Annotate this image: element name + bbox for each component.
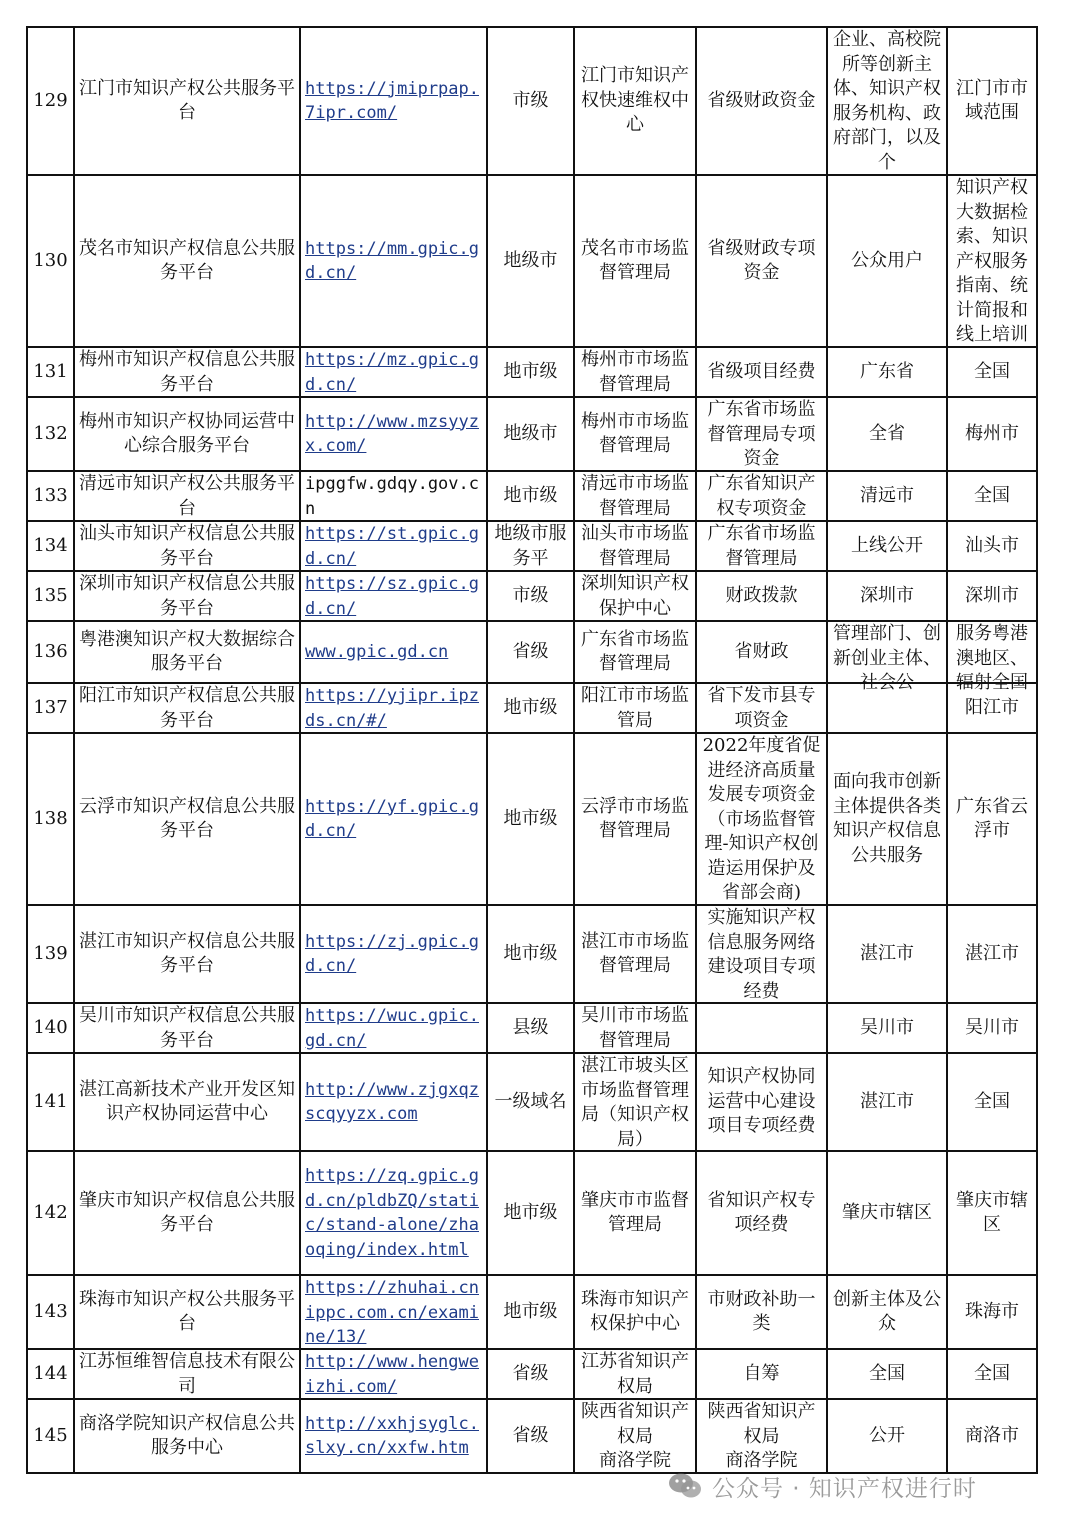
table-row [27, 571, 1037, 621]
row-number-cell [27, 521, 74, 571]
row-number-cell [27, 471, 74, 521]
platform-level-cell [487, 27, 574, 175]
platform-name-text: 深圳市知识产权信息公共服务平台 [79, 573, 295, 619]
platform-name-cell [74, 347, 300, 397]
table-row [27, 27, 1037, 175]
platform-url-cell[interactable] [300, 175, 487, 347]
platform-name-text: 湛江高新技术产业开发区知识产权协同运营中心 [79, 1078, 295, 1124]
service-area-text: 江门市市域范围 [956, 77, 1028, 123]
service-area-cell [947, 621, 1037, 693]
platform-name-cell [74, 1399, 300, 1473]
platform-name-text: 肇庆市知识产权信息公共服务平台 [79, 1189, 295, 1235]
row-number-text: 131 [33, 360, 68, 382]
funding-source-cell [696, 1275, 827, 1349]
operating-org-text: 江门市知识产权快速维权中心 [581, 65, 689, 136]
service-users-cell [827, 571, 947, 621]
funding-source-cell [696, 175, 827, 347]
platform-table [26, 26, 1038, 1474]
row-number-text: 134 [33, 534, 68, 556]
service-area-text: 吴川市 [965, 1016, 1019, 1038]
platform-url-text[interactable]: http://www.zjgxqzscqyyzx.com [305, 1079, 479, 1124]
operating-org-text: 清远市市场监督管理局 [581, 473, 689, 519]
service-area-cell [947, 1053, 1037, 1151]
platform-level-cell [487, 1003, 574, 1053]
row-number-text: 130 [33, 249, 68, 271]
service-area-text: 全国 [974, 1090, 1010, 1112]
row-number-cell [27, 905, 74, 1003]
funding-source-cell [696, 397, 827, 471]
operating-org-text: 汕头市市场监督管理局 [581, 523, 689, 569]
platform-level-text: 市级 [512, 584, 549, 606]
funding-source-text: 市财政补助一类 [707, 1288, 816, 1334]
platform-name-text: 茂名市知识产权信息公共服务平台 [79, 237, 295, 283]
platform-url-text[interactable]: https://jmiprpap.7ipr.com/ [305, 78, 479, 123]
funding-source-text: 广东省市场监督管理局 [707, 523, 816, 569]
platform-name-cell [74, 397, 300, 471]
service-users-text: 面向我市创新主体提供各类知识产权信息公共服务 [833, 771, 941, 866]
operating-org-text: 阳江市市场监管局 [581, 685, 689, 731]
operating-org-text: 吴川市市场监督管理局 [581, 1005, 689, 1051]
watermark [668, 1470, 977, 1502]
platform-name-cell [74, 905, 300, 1003]
service-area-text: 知识产权大数据检索、知识产权服务指南、统计简报和线上培训 [956, 177, 1028, 345]
service-users-text: 公开 [869, 1424, 905, 1446]
service-area-cell [947, 27, 1037, 175]
table-row [27, 733, 1037, 905]
platform-name-text: 汕头市知识产权信息公共服务平台 [79, 523, 295, 569]
platform-name-cell [74, 1349, 300, 1399]
row-number-text: 142 [33, 1201, 68, 1223]
platform-name-cell [74, 27, 300, 175]
row-number-text: 136 [33, 640, 68, 662]
operating-org-cell [574, 1053, 696, 1151]
operating-org-text: 云浮市市场监督管理局 [581, 795, 689, 841]
service-area-text: 阳江市 [965, 696, 1019, 718]
table-row [27, 397, 1037, 471]
funding-source-cell [696, 571, 827, 621]
platform-url-cell[interactable] [300, 347, 487, 397]
platform-name-text: 湛江市知识产权信息公共服务平台 [79, 930, 295, 976]
funding-source-cell [696, 733, 827, 905]
platform-url-text[interactable]: http://www.mzsyyzx.com/ [305, 411, 479, 456]
service-users-cell [827, 521, 947, 571]
service-area-cell [947, 571, 1037, 621]
service-area-text: 湛江市 [965, 942, 1019, 964]
operating-org-cell [574, 347, 696, 397]
row-number-cell [27, 1349, 74, 1399]
funding-source-cell [696, 683, 827, 733]
funding-source-text: 省财政 [734, 640, 789, 662]
platform-level-cell [487, 471, 574, 521]
service-users-text: 全省 [869, 422, 905, 444]
service-area-text: 商洛市 [965, 1424, 1019, 1446]
row-number-text: 139 [33, 942, 68, 964]
service-users-text: 深圳市 [860, 584, 914, 606]
platform-level-cell [487, 397, 574, 471]
platform-url-cell[interactable] [300, 733, 487, 905]
service-area-text: 服务粤港澳地区、辐射全国 [956, 623, 1028, 693]
service-area-text: 肇庆市辖区 [956, 1189, 1028, 1235]
platform-name-cell [74, 175, 300, 347]
platform-url-text[interactable]: https://zq.gpic.gd.cn/pldbZQ/static/stand-alone/zhaoqing/index.html [305, 1166, 479, 1260]
platform-level-cell [487, 621, 574, 683]
service-users-cell [827, 1003, 947, 1053]
operating-org-text: 梅州市市场监督管理局 [581, 349, 689, 395]
platform-url-cell[interactable] [300, 571, 487, 621]
service-area-cell [947, 1399, 1037, 1473]
row-number-cell [27, 621, 74, 683]
platform-level-cell [487, 1399, 574, 1473]
table-row [27, 1349, 1037, 1399]
row-number-cell [27, 347, 74, 397]
operating-org-cell [574, 397, 696, 471]
platform-url-text[interactable]: https://zhuhai.cnippc.com.cn/examine/13/ [305, 1278, 479, 1347]
platform-url-cell[interactable] [300, 1275, 487, 1349]
funding-source-text: 省级项目经费 [707, 360, 816, 382]
operating-org-text: 肇庆市市监督管理局 [581, 1189, 689, 1235]
service-users-cell [827, 397, 947, 471]
operating-org-cell [574, 471, 696, 521]
row-number-text: 132 [33, 422, 68, 444]
service-users-text: 清远市 [860, 484, 914, 506]
funding-source-text: 2022年度省促进经济高质量发展专项资金（市场监督管理-知识产权创造运用保护及省部会商) [702, 735, 821, 903]
row-number-cell [27, 1275, 74, 1349]
service-area-text: 深圳市 [965, 584, 1019, 606]
operating-org-text: 深圳知识产权保护中心 [581, 573, 689, 619]
platform-name-text: 云浮市知识产权信息公共服务平台 [79, 795, 295, 841]
platform-level-text: 地市级 [503, 360, 558, 382]
platform-name-text: 江门市知识产权公共服务平台 [79, 77, 295, 123]
service-area-cell [947, 1275, 1037, 1349]
service-users-text: 湛江市 [860, 942, 914, 964]
funding-source-cell [696, 1349, 827, 1399]
platform-level-cell [487, 1151, 574, 1275]
service-users-text: 全国 [869, 1362, 905, 1384]
service-area-cell [947, 521, 1037, 571]
row-number-cell [27, 683, 74, 733]
service-area-text: 全国 [974, 360, 1010, 382]
platform-name-cell [74, 1053, 300, 1151]
table-row [27, 1275, 1037, 1349]
service-users-text: 管理部门、创新创业主体、社会公 [833, 623, 941, 693]
platform-url-text[interactable]: http://www.hengweizhi.com/ [305, 1352, 479, 1397]
service-users-cell [827, 1399, 947, 1473]
service-area-cell [947, 1151, 1037, 1275]
table-row [27, 621, 1037, 683]
platform-level-cell [487, 175, 574, 347]
platform-url-text[interactable]: http://xxhjsyglc.slxy.cn/xxfw.htm [305, 1413, 479, 1458]
funding-source-text: 省级财政资金 [707, 89, 816, 111]
platform-url-cell[interactable] [300, 397, 487, 471]
platform-name-text: 吴川市知识产权信息公共服务平台 [79, 1005, 295, 1051]
platform-name-text: 江苏恒维智信息技术有限公司 [79, 1351, 295, 1397]
service-area-cell [947, 1003, 1037, 1053]
platform-name-text: 梅州市知识产权信息公共服务平台 [79, 349, 295, 395]
operating-org-cell [574, 1151, 696, 1275]
table-row [27, 1003, 1037, 1053]
row-number-text: 141 [33, 1090, 68, 1112]
platform-level-text: 地市级 [503, 807, 558, 829]
platform-level-cell [487, 571, 574, 621]
platform-name-text: 清远市知识产权公共服务平台 [79, 473, 295, 519]
operating-org-text: 广东省市场监督管理局 [581, 628, 689, 674]
platform-name-cell [74, 1275, 300, 1349]
row-number-text: 145 [33, 1424, 68, 1446]
platform-name-cell [74, 1151, 300, 1275]
platform-level-text: 地市级 [503, 696, 558, 718]
operating-org-text: 江苏省知识产权局 [581, 1351, 689, 1397]
table-row [27, 471, 1037, 521]
platform-level-cell [487, 1053, 574, 1151]
service-users-cell [827, 1053, 947, 1151]
operating-org-text: 湛江市市场监督管理局 [581, 930, 689, 976]
platform-url-cell[interactable] [300, 521, 487, 571]
platform-url-text[interactable]: https://wuc.gpic.gd.cn/ [305, 1006, 479, 1051]
platform-url-text[interactable]: https://mm.gpic.gd.cn/ [305, 238, 479, 283]
platform-url-cell[interactable] [300, 1349, 487, 1399]
funding-source-cell [696, 1399, 827, 1473]
service-area-cell [947, 905, 1037, 1003]
operating-org-cell [574, 733, 696, 905]
operating-org-text: 珠海市知识产权保护中心 [581, 1288, 689, 1334]
operating-org-cell [574, 1399, 696, 1473]
service-area-cell [947, 471, 1037, 521]
funding-source-cell [696, 621, 827, 683]
platform-name-cell [74, 521, 300, 571]
platform-url-text[interactable]: ipggfw.gdqy.gov.cn [305, 474, 479, 519]
platform-level-text: 地市级 [503, 1201, 558, 1223]
operating-org-text: 陕西省知识产权局 商洛学院 [581, 1401, 689, 1471]
service-users-cell [827, 27, 947, 175]
platform-name-text: 阳江市知识产权信息公共服务平台 [79, 685, 295, 731]
funding-source-text: 陕西省知识产权局 商洛学院 [707, 1401, 816, 1471]
service-users-text: 创新主体及公众 [833, 1288, 941, 1334]
platform-level-cell [487, 1349, 574, 1399]
operating-org-text: 茂名市市场监督管理局 [581, 237, 689, 283]
row-number-text: 133 [33, 484, 68, 506]
service-users-cell [827, 621, 947, 693]
operating-org-cell [574, 571, 696, 621]
platform-name-cell [74, 571, 300, 621]
platform-level-text: 地市级 [503, 1300, 558, 1322]
platform-name-text: 珠海市知识产权公共服务平台 [79, 1288, 295, 1334]
service-area-text: 汕头市 [965, 534, 1019, 556]
funding-source-text: 自筹 [743, 1362, 780, 1384]
row-number-cell [27, 27, 74, 175]
table-row [27, 1151, 1037, 1275]
platform-level-text: 地级市服务平 [494, 523, 567, 569]
operating-org-text: 湛江市坡头区市场监督管理局（知识产权局） [581, 1055, 689, 1150]
service-users-cell [827, 175, 947, 347]
row-number-cell [27, 1003, 74, 1053]
platform-url-cell[interactable] [300, 905, 487, 1003]
platform-url-text[interactable]: https://st.gpic.gd.cn/ [305, 524, 479, 569]
service-users-cell [827, 905, 947, 1003]
funding-source-cell [696, 347, 827, 397]
funding-source-text: 实施知识产权信息服务网络建设项目专项经费 [707, 907, 816, 1002]
service-area-text: 全国 [974, 484, 1010, 506]
funding-source-text: 省级财政专项资金 [707, 237, 816, 283]
table-row [27, 1399, 1037, 1473]
platform-url-text[interactable]: https://yjipr.ipzds.cn/#/ [305, 686, 479, 731]
service-users-text: 广东省 [860, 360, 914, 382]
platform-level-text: 县级 [512, 1016, 549, 1038]
platform-url-cell[interactable] [300, 1399, 487, 1473]
row-number-text: 138 [33, 807, 68, 829]
row-number-cell [27, 1151, 74, 1275]
operating-org-cell [574, 683, 696, 733]
table-row [27, 175, 1037, 347]
funding-source-text: 广东省知识产权专项资金 [707, 473, 816, 519]
row-number-text: 129 [33, 89, 68, 111]
platform-url-cell[interactable] [300, 1151, 487, 1275]
service-users-cell [827, 1275, 947, 1349]
platform-name-cell [74, 621, 300, 683]
funding-source-cell [696, 27, 827, 175]
platform-url-text[interactable]: https://sz.gpic.gd.cn/ [305, 574, 479, 619]
row-number-text: 137 [33, 696, 68, 718]
platform-url-cell[interactable] [300, 1003, 487, 1053]
platform-name-cell [74, 683, 300, 733]
table-row [27, 905, 1037, 1003]
platform-level-text: 地市级 [503, 484, 558, 506]
operating-org-cell [574, 521, 696, 571]
platform-level-text: 地级市 [503, 249, 558, 271]
operating-org-cell [574, 175, 696, 347]
platform-name-cell [74, 471, 300, 521]
row-number-text: 143 [33, 1300, 68, 1322]
platform-name-cell [74, 733, 300, 905]
row-number-text: 140 [33, 1016, 68, 1038]
platform-url-text[interactable]: https://mz.gpic.gd.cn/ [305, 350, 479, 395]
funding-source-cell [696, 1151, 827, 1275]
service-area-text: 广东省云浮市 [956, 795, 1028, 841]
platform-level-cell [487, 683, 574, 733]
service-area-cell [947, 733, 1037, 905]
platform-name-text: 粤港澳知识产权大数据综合服务平台 [79, 628, 295, 674]
service-area-cell [947, 1349, 1037, 1399]
service-area-text: 梅州市 [965, 422, 1019, 444]
platform-level-cell [487, 1275, 574, 1349]
table-row [27, 521, 1037, 571]
funding-source-cell [696, 1003, 827, 1053]
platform-url-text[interactable]: https://zj.gpic.gd.cn/ [305, 931, 479, 976]
service-area-text: 全国 [974, 1362, 1010, 1384]
operating-org-cell [574, 1275, 696, 1349]
funding-source-cell [696, 1053, 827, 1151]
row-number-cell [27, 175, 74, 347]
row-number-cell [27, 1399, 74, 1473]
platform-name-text: 梅州市知识产权协同运营中心综合服务平台 [79, 410, 295, 456]
platform-url-cell[interactable] [300, 621, 487, 683]
service-area-cell [947, 175, 1037, 347]
watermark-text: 公众号 · 知识产权进行时 [712, 1475, 977, 1502]
row-number-text: 135 [33, 584, 68, 606]
funding-source-cell [696, 905, 827, 1003]
service-users-text: 湛江市 [860, 1090, 914, 1112]
platform-level-text: 一级域名 [494, 1090, 567, 1112]
platform-url-cell[interactable] [300, 683, 487, 733]
platform-name-cell [74, 1003, 300, 1053]
service-users-cell [827, 1349, 947, 1399]
operating-org-text: 梅州市市场监督管理局 [581, 410, 689, 456]
platform-level-text: 省级 [512, 1424, 549, 1446]
funding-source-text: 财政拨款 [725, 584, 798, 606]
operating-org-cell [574, 1003, 696, 1053]
service-users-text: 吴川市 [860, 1016, 914, 1038]
funding-source-text: 广东省市场监督管理局专项资金 [707, 399, 816, 469]
platform-url-text[interactable]: www.gpic.gd.cn [305, 641, 449, 662]
row-number-cell [27, 571, 74, 621]
row-number-cell [27, 733, 74, 905]
platform-level-text: 地级市 [503, 422, 558, 444]
service-users-text: 上线公开 [851, 534, 923, 556]
service-users-cell [827, 471, 947, 521]
funding-source-cell [696, 521, 827, 571]
service-area-cell [947, 347, 1037, 397]
table-row [27, 1053, 1037, 1151]
service-users-text: 公众用户 [851, 249, 923, 271]
service-users-cell [827, 733, 947, 905]
funding-source-text: 知识产权协同运营中心建设项目专项经费 [707, 1066, 816, 1137]
platform-level-cell [487, 347, 574, 397]
funding-source-text: 省下发市县专项资金 [707, 685, 816, 731]
row-number-cell [27, 1053, 74, 1151]
operating-org-cell [574, 621, 696, 683]
wechat-icon [668, 1472, 702, 1500]
platform-name-text: 商洛学院知识产权信息公共服务中心 [79, 1412, 295, 1458]
platform-level-cell [487, 905, 574, 1003]
service-area-cell [947, 397, 1037, 471]
platform-url-cell[interactable] [300, 27, 487, 175]
platform-level-text: 市级 [512, 89, 549, 111]
funding-source-cell [696, 471, 827, 521]
service-users-cell [827, 347, 947, 397]
service-users-text: 企业、高校院所等创新主体、知识产权服务机构、政府部门，以及个 [833, 29, 941, 173]
service-users-text: 肇庆市辖区 [842, 1201, 932, 1223]
platform-level-text: 省级 [512, 640, 549, 662]
service-area-text: 珠海市 [965, 1300, 1019, 1322]
operating-org-cell [574, 27, 696, 175]
platform-level-cell [487, 521, 574, 571]
platform-url-cell[interactable] [300, 471, 487, 521]
platform-level-cell [487, 733, 574, 905]
platform-level-text: 省级 [512, 1362, 549, 1384]
row-number-cell [27, 397, 74, 471]
platform-url-cell[interactable] [300, 1053, 487, 1151]
service-users-cell [827, 1151, 947, 1275]
table-row [27, 347, 1037, 397]
funding-source-text: 省知识产权专项经费 [707, 1189, 816, 1235]
operating-org-cell [574, 1349, 696, 1399]
platform-url-text[interactable]: https://yf.gpic.gd.cn/ [305, 796, 479, 841]
operating-org-cell [574, 905, 696, 1003]
row-number-text: 144 [33, 1362, 68, 1384]
platform-level-text: 地市级 [503, 942, 558, 964]
